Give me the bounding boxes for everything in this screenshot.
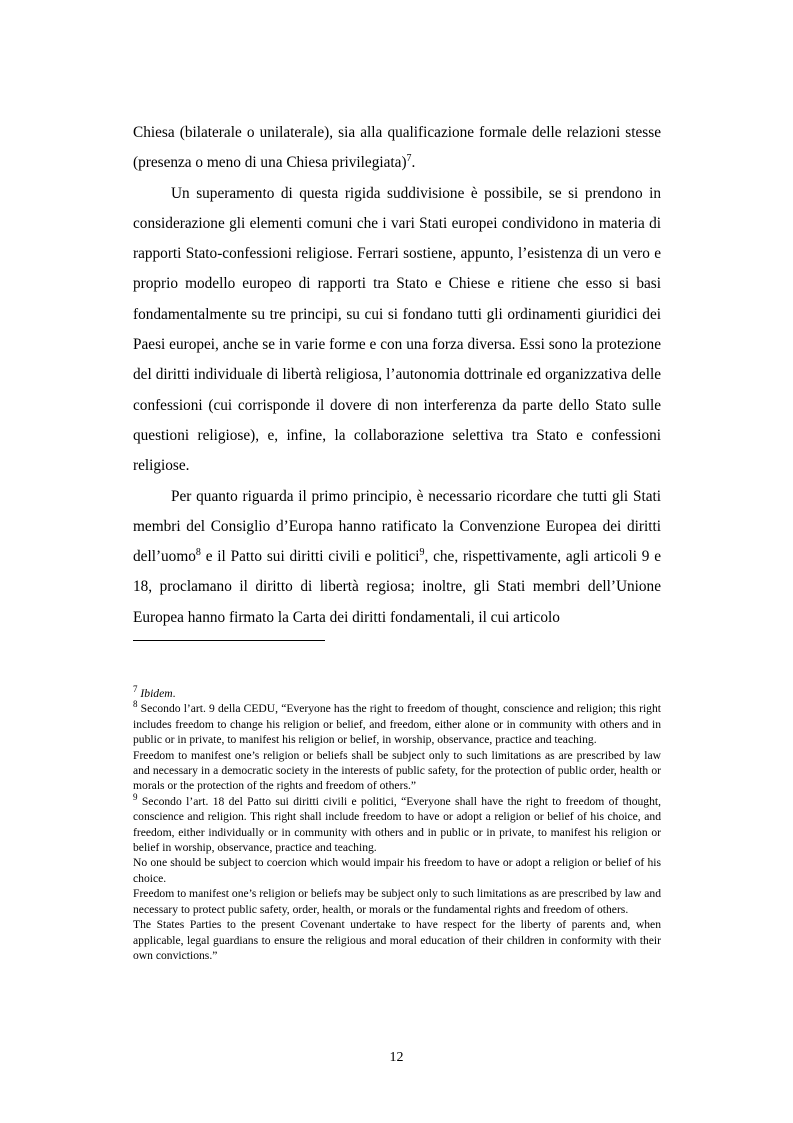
paragraph-1 [133,118,661,179]
footnotes [133,686,661,963]
footnote-9-continued-3: The States Parties to the present Covenant undertake to have respect for the liberty of parents and, when applicable, legal guardians to ensure the religious and moral education of their children in conformity with their own convictions.” [133,918,661,962]
paragraph-1-end: . [411,154,416,172]
paragraph-2: Un superamento di questa rigida suddivisione è possibile, se si prendono in considerazione gli elementi comuni che i vari Stati europei condividono in materia di rapporti Stato-confessioni religiose. Ferrari sostiene, appunto, l’esistenza di un vero e proprio modello europeo di rapporti tra Stato e Chiese e ritiene che esso si basi fondamentalmente su tre principi, su cui si fondano tutti gli ordinamenti giuridici dei Paesi europei, anche se in varie forme e con una forza diversa. Essi sono la protezione del diritti individuale di libertà religiosa, l’autonomia dottrinale ed organizzativa delle confessioni (cui corrisponde il dovere di non interferenza da parte dello Stato sulle questioni religiose), e, infine, la collaborazione selettiva tra Stato e confessioni religiose. [133,184,661,475]
paragraph-3-text-a: Per quanto riguarda il primo principio, è necessario ricordare che tutti gli Stati membri del Consiglio d’Europa hanno ratificato la Convenzione Europea dei diritti dell’uomo [133,487,661,566]
footnote-9 [133,791,661,856]
footnote-7-end: . [172,687,176,700]
footnote-7-mark: 7 [133,684,138,694]
footnote-ref-9[interactable]: 9 [419,547,425,559]
footnote-7 [133,686,661,701]
paragraph-3 [133,482,661,633]
footnote-9-mark: 9 [133,791,138,802]
page-number: 12 [389,1050,404,1065]
paragraph-3-text-b: e il Patto sui diritti civili e politici [200,548,420,566]
paragraph-1-text: Chiesa (bilaterale o unilaterale), sia alla qualificazione formale delle relazioni stesse (presenza o meno di una Chiesa privilegiata) [133,124,661,172]
footnote-9-text: Secondo l’art. 18 del Patto sui diritti civili e politici, “Everyone shall have the right to freedom of thought, conscience and religion. This right shall include freedom to have or adopt a religion or belief of his choice, and freedom, either individually or in community with others and in public or in private, to manifest his religion or belief in worship, observance, practice and teaching. [133,794,661,855]
paragraph-3-text-c: , che, rispettivamente, agli articoli 9 e 18, proclamano il diritto di libertà regiosa; inoltre, gli Stati membri dell’Unione Europea hanno firmato la Carta dei diritti fondamentali, il cui articolo [133,548,661,626]
footnote-ref-8[interactable]: 8 [195,547,201,559]
footnote-7-text: Ibidem [140,687,173,700]
footnote-8-continued: Freedom to manifest one’s religion or beliefs shall be subject only to such limitations as are prescribed by law and necessary in a democratic society in the interests of public safety, for the protection of public order, health or morals or the protection of the rights and freedom of others.” [133,748,661,793]
footnote-9-continued-1: No one should be subject to coercion which would impair his freedom to have or adopt a religion or belief of his choice. [133,856,661,885]
footnote-separator [133,640,325,641]
footnote-8 [133,701,661,747]
footnote-ref-7[interactable]: 7 [406,153,412,165]
footnote-9-continued-2: Freedom to manifest one’s religion or beliefs may be subject only to such limitations as are prescribed by law and necessary to protect public safety, order, health, or morals or the fundamental rights and freedom of others. [133,887,661,916]
footnote-8-mark: 8 [133,699,138,710]
footnote-8-text: Secondo l’art. 9 della CEDU, “Everyone has the right to freedom of thought, conscience and religion; this right includes freedom to change his religion or belief, and freedom, either alone or in community with others and in public or in private, to manifest his religion or belief, in worship, observance, practice and teaching. [133,702,661,747]
body-text [133,118,661,633]
